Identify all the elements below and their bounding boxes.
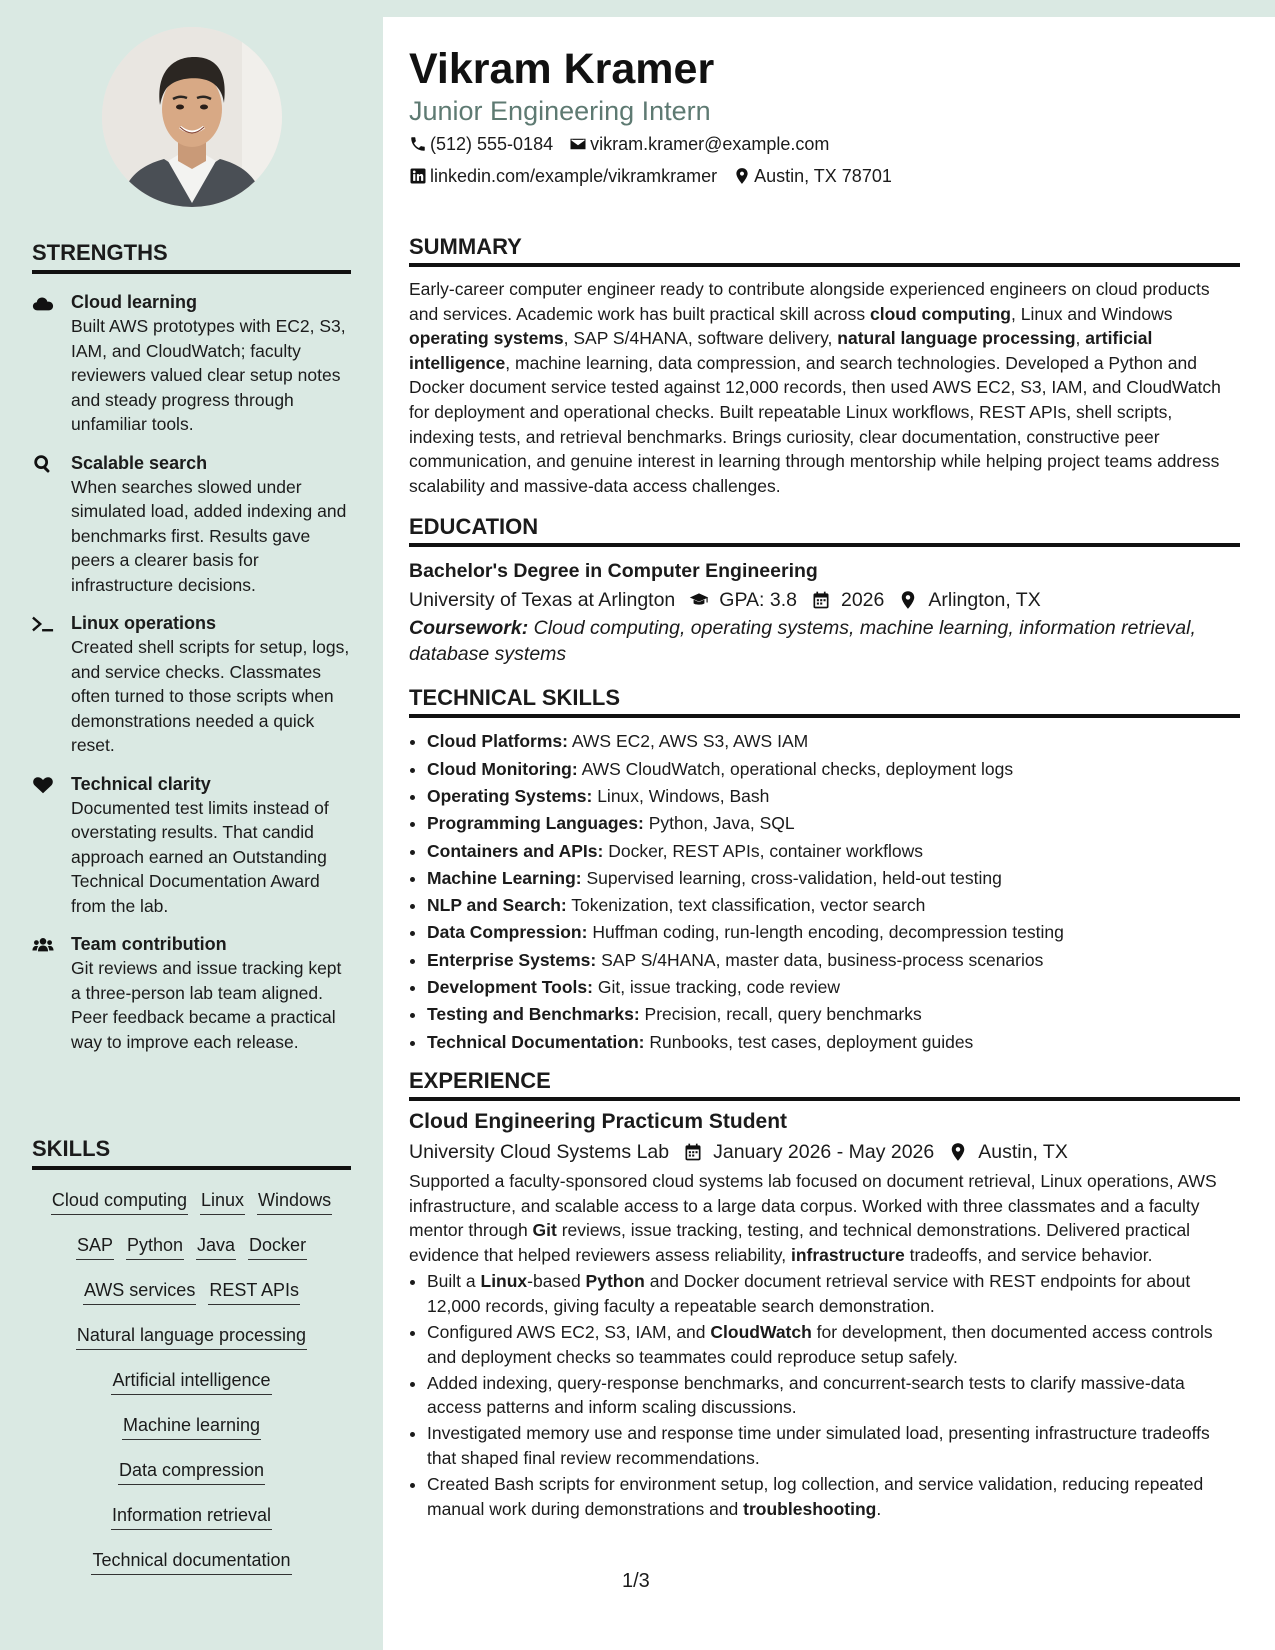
technical-skill-value: Huffman coding, run-length encoding, decompression testing [592,922,1064,943]
technical-skill-item [427,947,1240,974]
skill-row [32,1223,351,1268]
strength-title: Team contribution [71,934,227,954]
job-dates: January 2026 - May 2026 [713,1140,935,1163]
users-icon [32,932,71,1054]
text-run: Configured AWS EC2, S3, IAM, and [427,1321,711,1342]
linkedin-icon [409,167,427,185]
school-name: University of Texas at Arlington [409,589,676,612]
technical-skill-label: NLP and Search: [427,895,567,916]
bold-text: Git [532,1220,557,1241]
technical-skill-item [427,865,1240,892]
skill-tag: Technical documentation [91,1548,291,1575]
bold-text: troubleshooting [743,1498,877,1519]
summary-heading: SUMMARY [409,234,1240,267]
envelope-icon [569,135,587,153]
technical-skill-value: Git, issue tracking, code review [597,977,841,998]
education-heading: EDUCATION [409,514,1240,547]
skill-row [32,1448,351,1493]
phone-icon [409,135,427,153]
skill-tag: Information retrieval [111,1503,272,1530]
skill-tag: Cloud computing [51,1188,188,1215]
technical-skills-list [409,728,1240,1056]
bold-text: CloudWatch [710,1321,812,1342]
avatar [102,27,282,207]
summary-section [409,234,1240,498]
technical-skill-label: Operating Systems: [427,785,593,806]
strength-title: Cloud learning [71,292,197,312]
skill-row [32,1538,351,1583]
education-location: Arlington, TX [928,589,1041,612]
skill-row [32,1313,351,1358]
strengths-heading: STRENGTHS [32,240,351,274]
skill-tag: Python [126,1233,184,1260]
strength-desc: Documented test limits instead of overstating results. That candid approach earned an Outstanding Technical Documentation Award from the lab. [71,797,329,916]
strength-title: Technical clarity [71,773,211,794]
summary-text [409,277,1240,498]
contact-row [409,128,1240,160]
skill-row [32,1268,351,1313]
avatar-portrait-icon [102,27,282,207]
technical-skill-label: Programming Languages: [427,813,644,834]
strengths-section [32,240,351,1068]
text-run: Investigated memory use and response time under simulated load, presenting infrastructure tradeoffs that shaped final review recommendations. [427,1423,1210,1468]
strength-desc: Git reviews and issue tracking kept a three-person lab team aligned. Peer feedback became a practical way to improve each release. [71,958,342,1052]
graduation-cap-icon [689,590,709,610]
technical-skill-item [427,783,1240,810]
strength-title: Linux operations [71,613,217,633]
graduation-year: 2026 [840,589,885,612]
text-run: Early-career computer engineer ready to contribute alongside experienced engineers on cloud products and services. Academic work has built practical skill across [409,279,1210,324]
technical-skill-label: Cloud Monitoring: [427,758,578,779]
main-content [409,17,1240,1523]
technical-skill-item [427,919,1240,946]
strength-item [32,611,351,758]
technical-skill-label: Cloud Platforms: [427,731,568,752]
strength-item [32,932,351,1054]
education-details [409,585,1240,615]
skill-tag: AWS services [83,1278,196,1305]
experience-bullet [427,1371,1240,1420]
technical-skill-value: Docker, REST APIs, container workflows [608,840,923,861]
technical-skill-label: Development Tools: [427,977,593,998]
technical-skills-heading: TECHNICAL SKILLS [409,685,1240,718]
calendar-icon [683,1142,703,1162]
skill-tag: Windows [257,1188,332,1215]
bold-text: operating systems [409,328,564,349]
terminal-icon [32,611,71,758]
skill-tag: REST APIs [208,1278,300,1305]
job-location: Austin, TX [978,1140,1068,1163]
technical-skill-value: Python, Java, SQL [648,813,795,834]
text-run: for development, then documented access controls and deployment checks so teammates could reproduce setup safely. [427,1321,1213,1367]
skill-row [32,1493,351,1538]
technical-skills-section [409,685,1240,1056]
experience-bullet [427,1269,1240,1318]
technical-skill-value: Tokenization, text classification, vector search [571,895,926,916]
candidate-name: Vikram Kramer [409,45,715,93]
strength-desc: Built AWS prototypes with EC2, S3, IAM, and CloudWatch; faculty reviewers valued clear setup notes and steady progress through unfamiliar tools. [71,316,346,434]
skill-tag: Natural language processing [76,1323,307,1350]
text-run: . [876,1498,882,1519]
job-title: Cloud Engineering Practicum Student [409,1109,788,1133]
technical-skill-label: Enterprise Systems: [427,949,597,970]
heart-icon [32,772,71,919]
coursework-label: Coursework: [409,617,529,640]
sidebar [0,0,383,1650]
technical-skill-label: Data Compression: [427,922,588,943]
bold-text: Linux [480,1271,528,1292]
technical-skill-item [427,756,1240,783]
experience-bullet [427,1320,1240,1369]
experience-bullet [427,1472,1240,1521]
text-run: Supported a faculty-sponsored cloud systems lab focused on document retrieval, Linux operations, AWS infrastructure, and scalable access to a large data corpus. Worked with three classmates and a faculty mentor through [409,1170,1217,1241]
bold-text: artificial intelligence [409,328,1153,373]
bold-text: cloud computing [870,303,1011,324]
experience-section [409,1068,1240,1521]
technical-skill-item [427,892,1240,919]
skills-section [32,1136,351,1583]
education-section [409,514,1240,667]
skill-tag: Docker [248,1233,307,1260]
calendar-icon [811,590,831,610]
phone-number: (512) 555-0184 [430,134,554,154]
text-run: -based [527,1271,586,1292]
text-run: , Linux and Windows [1010,303,1173,324]
technical-skill-item [427,974,1240,1001]
text-run: Created Bash scripts for environment setup, log collection, and service validation, reducing repeated manual work during demonstrations and [427,1474,1204,1519]
strength-item [32,772,351,919]
skill-tag: Java [196,1233,236,1260]
degree-name: Bachelor's Degree in Computer Engineering [409,560,818,583]
technical-skill-value: Supervised learning, cross-validation, held-out testing [586,867,1002,888]
linkedin-link[interactable]: linkedin.com/example/vikramkramer [430,166,718,186]
skill-tag: SAP [76,1233,114,1260]
technical-skill-item [427,838,1240,865]
skills-list [32,1178,351,1583]
job-details [409,1137,1240,1167]
job-organization: University Cloud Systems Lab [409,1140,670,1163]
text-run: tradeoffs, and service behavior. [904,1244,1153,1265]
skill-row [32,1403,351,1448]
text-run: Built a [427,1271,481,1292]
location-text: Austin, TX 78701 [754,166,892,186]
technical-skill-label: Testing and Benchmarks: [427,1004,640,1025]
strength-title: Scalable search [71,452,208,473]
coursework [409,615,1240,667]
bold-text: infrastructure [790,1244,905,1265]
technical-skill-value: Runbooks, test cases, deployment guides [649,1031,974,1052]
bold-text: Python [585,1271,645,1292]
cloud-icon [32,290,71,437]
technical-skill-value: AWS EC2, AWS S3, AWS IAM [571,731,809,752]
map-pin-icon [948,1142,968,1162]
gpa-text: GPA: 3.8 [719,589,797,612]
skill-tag: Machine learning [122,1413,261,1440]
strength-desc: When searches slowed under simulated load, added indexing and benchmarks first. Results gave peers a clearer basis for infrastructure decisions. [71,476,347,595]
search-icon [32,451,71,598]
experience-heading: EXPERIENCE [409,1068,1240,1101]
technical-skill-item [427,1001,1240,1028]
text-run: and Docker document retrieval service with REST endpoints for about 12,000 records, giving faculty a repeatable search demonstration. [427,1271,1191,1316]
technical-skill-item [427,1029,1240,1056]
technical-skill-label: Containers and APIs: [427,840,604,861]
strength-item [32,290,351,437]
strength-item [32,451,351,598]
strength-desc: Created shell scripts for setup, logs, and service checks. Classmates often turned to those scripts when demonstrations needed a quick reset. [71,637,350,755]
text-run: , [1075,328,1086,349]
skill-row [32,1358,351,1403]
technical-skill-item [427,810,1240,837]
experience-bullet [427,1421,1240,1470]
skill-row [32,1178,351,1223]
text-run: reviews, issue tracking, testing, and technical demonstrations. Delivered practical evidence that helped reviewers assess reliability, [409,1220,1191,1265]
technical-skill-label: Machine Learning: [427,867,582,888]
technical-skill-value: SAP S/4HANA, master data, business-process scenarios [601,949,1044,970]
technical-skill-value: Linux, Windows, Bash [597,785,770,806]
technical-skill-label: Technical Documentation: [427,1031,645,1052]
technical-skill-item [427,728,1240,755]
bold-text: natural language processing [837,328,1076,349]
technical-skill-value: AWS CloudWatch, operational checks, deployment logs [581,758,1014,779]
text-run: , machine learning, data compression, and search technologies. Developed a Python and Docker document service tested against 12,000 records, then used AWS EC2, S3, IAM, and CloudWatch for deployment and operational checks. Built repeatable Linux workflows, REST APIs, shell scripts, indexing tests, and retrieval benchmarks. Brings curiosity, clear documentation, constructive peer communication, and genuine interest in learning through mentorship while helping project teams address scalability and massive-data access challenges. [409,352,1221,496]
page-number: 1/3 [622,1570,650,1592]
technical-skill-value: Precision, recall, query benchmarks [644,1004,922,1025]
text-run: , SAP S/4HANA, software delivery, [563,328,838,349]
skill-tag: Artificial intelligence [111,1368,271,1395]
text-run: Added indexing, query-response benchmarks, and concurrent-search tests to clarify massive-data access patterns and inform scaling discussions. [427,1372,1185,1418]
skill-tag: Data compression [118,1458,265,1485]
candidate-title: Junior Engineering Intern [409,96,711,126]
skill-tag: Linux [200,1188,245,1215]
skills-heading: SKILLS [32,1136,351,1170]
contact-row-2 [409,160,1240,192]
email-link[interactable]: vikram.kramer@example.com [590,134,830,154]
coursework-list: Cloud computing, operating systems, machine learning, information retrieval, database systems [409,617,1196,666]
map-pin-icon [733,167,751,185]
experience-intro [409,1169,1240,1267]
map-pin-icon [898,590,918,610]
experience-bullets [409,1269,1240,1521]
